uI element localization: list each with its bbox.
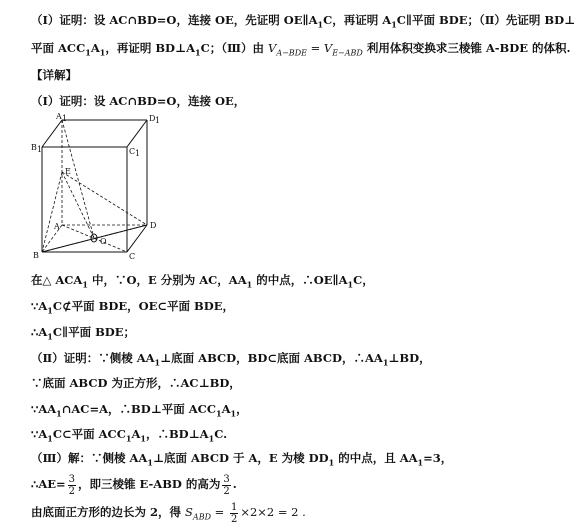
label-C1: C [129, 147, 136, 156]
fraction-3-2: $\frac{3}{2}$ [68, 473, 76, 497]
label-A: A [54, 222, 60, 231]
fraction-3-2-b: $\frac{3}{2}$ [223, 473, 230, 497]
svg-text:1: 1 [37, 145, 43, 154]
proof-line-3: $\therefore A_1C\parallel$平面 BDE； [31, 325, 136, 342]
proof-line-9: ∴AE= $\frac{3}{2}$ ，即三棱锥 E-ABD 的高为 $\frac{3}{2}$ . [31, 473, 237, 497]
prism-figure [30, 112, 160, 260]
proof-line-2: $\because A_1C⊄$平面 BDE，OE⊂平面 BDE， [31, 299, 234, 316]
proof-line-8: （Ⅲ）解：∵侧棱 $AA_1\perp$底面 ABCD 于 A，E 为棱 $DD_1$ 的中点，且 $AA_1=3$， [31, 451, 453, 468]
section-title: 【详解】 [31, 68, 77, 82]
proof-line-7: $\because A_1C\subset$平面 $ACC_1A_1$，$\therefore BD\perp A_1C$. [31, 427, 228, 444]
proof-line-6: $\because AA_1\cap AC=A$，∴BD⊥平面 $ACC_1A_1$， [31, 402, 248, 419]
proof-line-1: 在△ $ACA_1$ 中，∵O，E 分别为 AC，$AA_1$ 的中点，$\therefore OE\parallel A_1C$， [31, 273, 374, 290]
svg-text:1: 1 [155, 116, 161, 125]
label-C: C [129, 252, 136, 261]
label-B1: B [31, 143, 37, 152]
volume-right: $V_{E-ABD}$ [323, 41, 363, 58]
svg-text:1: 1 [62, 114, 68, 123]
label-A1: A [56, 112, 62, 121]
proof-line-4: （Ⅱ）证明：∵侧棱 $AA_1\perp$底面 ABCD，BD⊂底面 ABCD，$\therefore AA_1\perp BD$， [31, 351, 431, 368]
label-O: O [100, 237, 107, 246]
fraction-1-2: $\frac{1}{2}$ [230, 501, 238, 525]
label-E: E [65, 167, 71, 176]
proof1-start: （Ⅰ）证明：设 AC∩BD=O，连接 OE， [31, 94, 246, 108]
svg-text:1: 1 [135, 149, 141, 158]
header-line-1: （Ⅰ）证明：设 AC∩BD=O，连接 OE，先证明 $OE\parallel A_1C$，再证明 $A_1C\parallel$平面 BDE；（Ⅱ）先证明 BD⊥ [31, 13, 575, 30]
proof-line-5: ∵底面 ABCD 为正方形，∴AC⊥BD， [31, 376, 241, 390]
proof-line-10: 由底面正方形的边长为 2，得 $S_{ABD}$ = $\frac{1}{2}$ ×2×2 = 2 . [31, 501, 306, 525]
label-D1: D [149, 114, 156, 123]
volume-left: $V_{A-BDE}$ [268, 41, 307, 58]
header-line-2: 平面 $ACC_1A_1$，再证明 $BD\perp A_1C$；（Ⅲ）由 $V_{A-BDE} = V_{E-ABD}$ 利用体积变换求三棱锥 A-BDE 的体积. [31, 41, 571, 58]
label-B: B [33, 251, 39, 260]
label-D: D [150, 221, 157, 230]
